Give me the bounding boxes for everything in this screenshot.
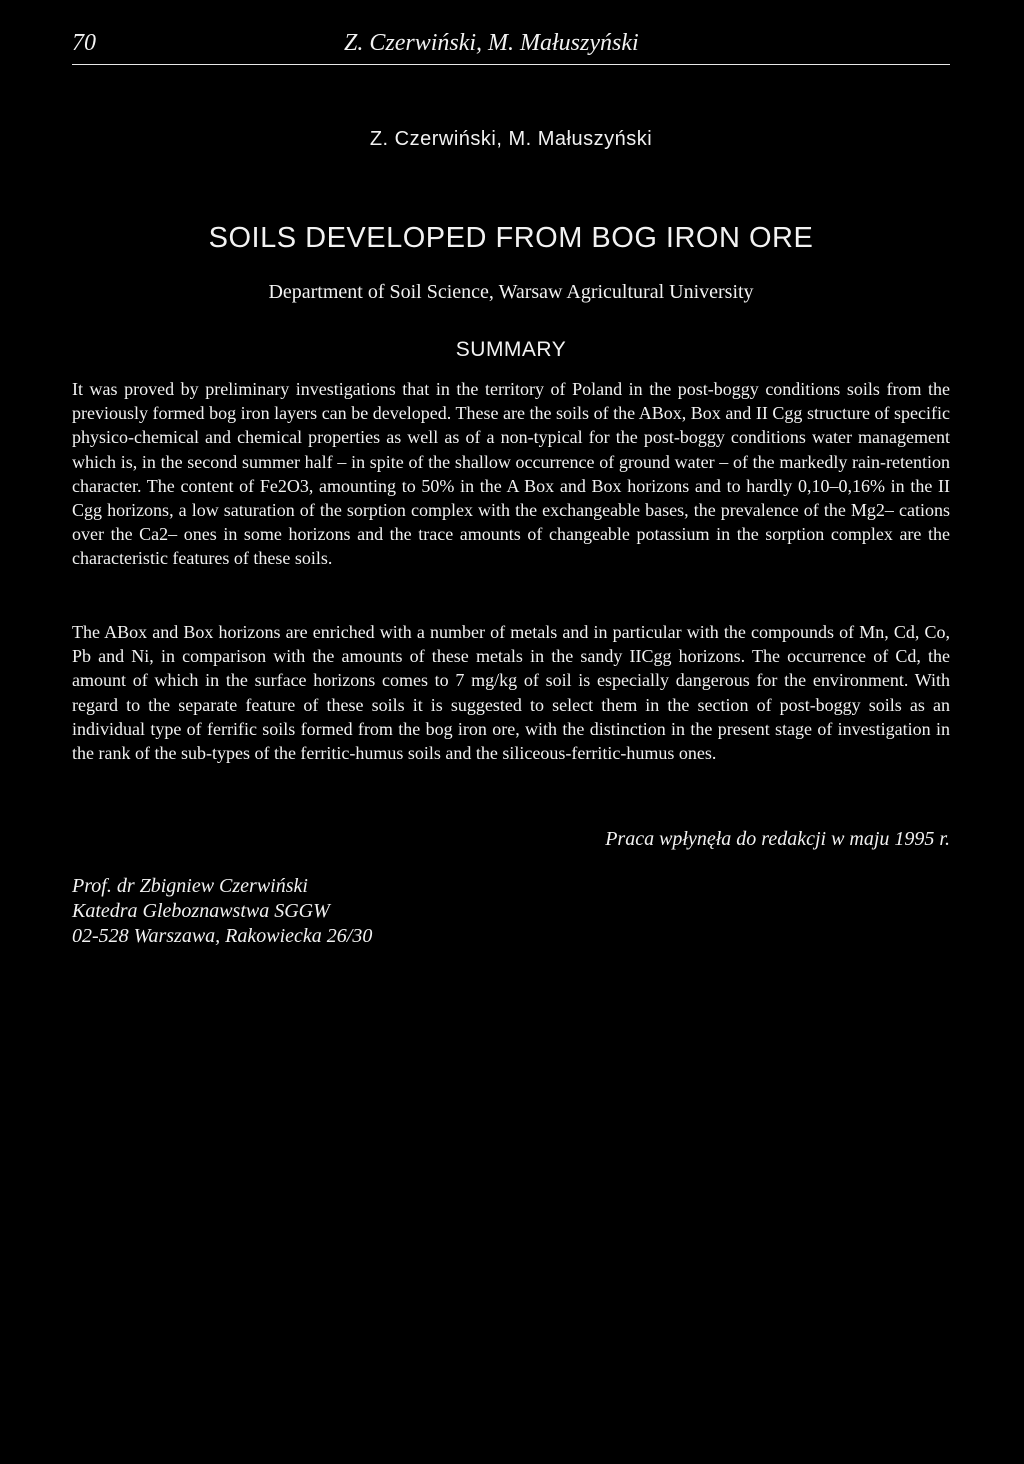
address-department: Katedra Gleboznawstwa SGGW xyxy=(72,900,330,922)
article-authors: Z. Czerwiński, M. Małuszyński xyxy=(369,128,653,150)
summary-paragraph-1: It was proved by preliminary investigations that in the territory of Poland in the post-boggy conditions soils from the previously formed bog iron layers can be developed. These are the soils of the ABox, Box and II Cgg structure of specific physico-chemical and chemical properties as well as of a non-typical for the post-boggy conditions water management which is, in the second summer half – in spite of the shallow occurrence of ground water – of the markedly rain-retention character. The content of Fe2O3, amounting to 50% in the A Box and Box horizons and to hardly 0,10–0,16% in the II Cgg horizons, a low saturation of the sorption complex with the exchangeable bases, the prevalence of the Mg2– cations over the Ca2– ones in some horizons and the trace amounts of changeable potassium in the sorption complex are the characteristic features of these soils. xyxy=(72,379,950,569)
page-number: 70 xyxy=(72,30,96,56)
address-name: Prof. dr Zbigniew Czerwiński xyxy=(72,875,308,897)
running-header-authors: Z. Czerwiński, M. Małuszyński xyxy=(344,30,639,56)
received-note: Praca wpłynęła do redakcji w maju 1995 r. xyxy=(605,828,950,850)
address-street: 02-528 Warszawa, Rakowiecka 26/30 xyxy=(72,925,373,947)
running-header xyxy=(72,28,950,65)
author-address xyxy=(72,874,372,949)
article-title: SOILS DEVELOPED FROM BOG IRON ORE xyxy=(208,222,814,254)
summary-heading: SUMMARY xyxy=(455,338,567,361)
summary-paragraph-2: The ABox and Box horizons are enriched with a number of metals and in particular with the compounds of Mn, Cd, Co, Pb and Ni, in comparison with the amounts of these metals in the sandy IICgg horizons. The occurrence of Cd, the amount of which in the surface horizons comes to 7 mg/kg of soil is especially dangerous for the environment. With regard to the separate feature of these soils it is suggested to select them in the section of post-boggy soils as an individual type of ferrific soils formed from the bog iron ore, with the distinction in the present stage of investigation in the rank of the sub-types of the ferritic-humus soils and the siliceous-ferritic-humus ones. xyxy=(72,622,950,764)
affiliation: Department of Soil Science, Warsaw Agricultural University xyxy=(268,281,754,303)
